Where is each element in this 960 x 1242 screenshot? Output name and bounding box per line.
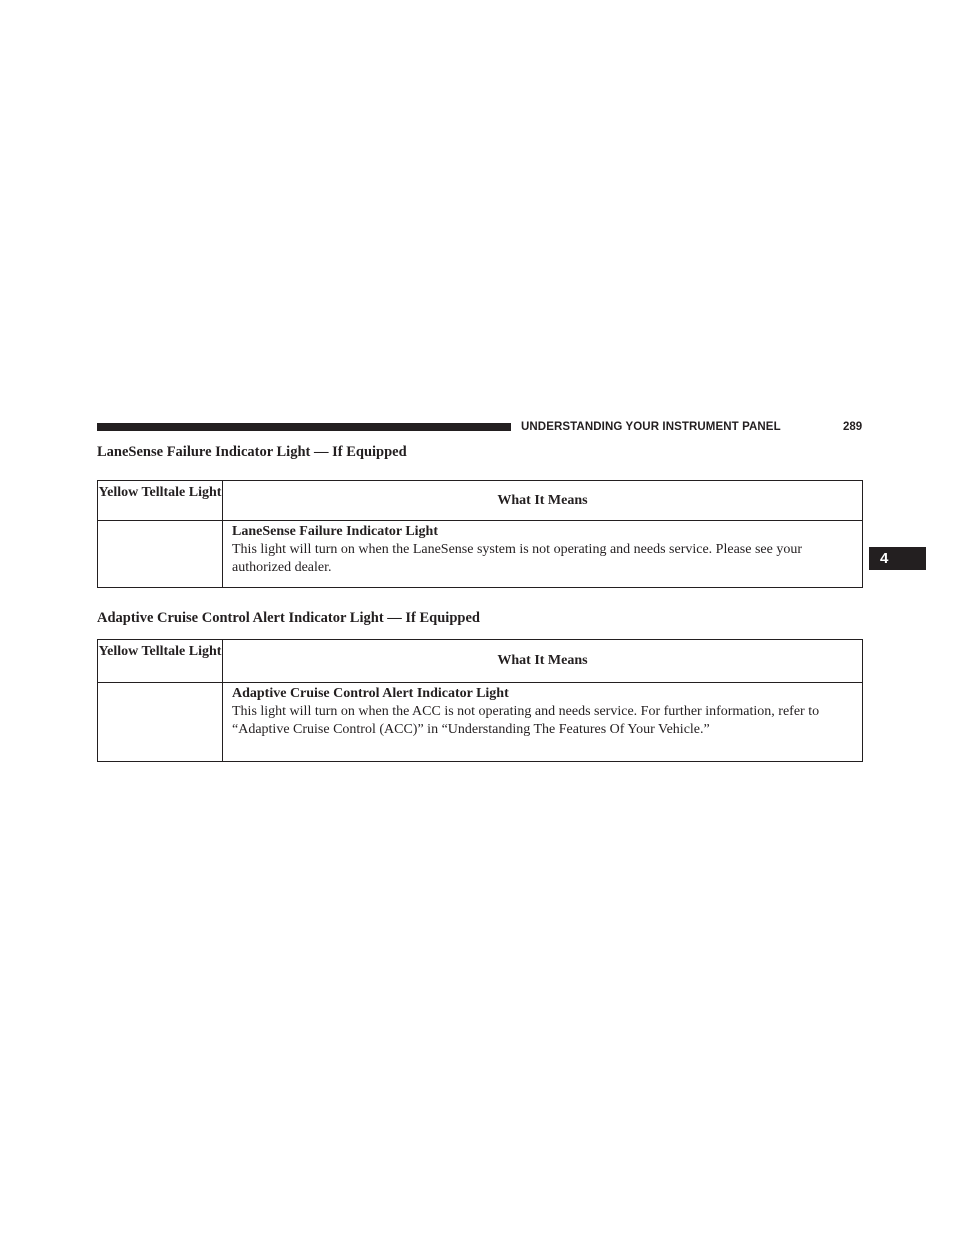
header-rule-bar xyxy=(97,423,511,431)
telltale-icon-cell xyxy=(98,521,223,588)
page-number: 289 xyxy=(843,421,863,433)
lanesense-table xyxy=(97,480,863,588)
col-header-telltale: Yellow Telltale Light xyxy=(98,481,223,521)
table-header-row xyxy=(98,640,863,683)
table-header-row xyxy=(98,481,863,521)
indicator-name: LaneSense Failure Indicator Light xyxy=(232,524,439,539)
running-header-title: UNDERSTANDING YOUR INSTRUMENT PANEL xyxy=(521,421,781,433)
table-row xyxy=(98,683,863,762)
indicator-description: This light will turn on when the LaneSense system is not operating and needs service. Please see your authorized dealer. xyxy=(232,542,802,575)
section-heading-lanesense: LaneSense Failure Indicator Light — If Equipped xyxy=(97,444,407,460)
meaning-cell xyxy=(223,683,863,762)
section-heading-acc: Adaptive Cruise Control Alert Indicator Light — If Equipped xyxy=(97,610,480,626)
indicator-description: This light will turn on when the ACC is not operating and needs service. For further information, refer to “Adaptive Cruise Control (ACC)” in “Understanding The Features Of Your Vehicle.” xyxy=(232,704,820,737)
table-row xyxy=(98,521,863,588)
chapter-tab xyxy=(869,547,926,570)
col-header-meaning: What It Means xyxy=(223,481,863,521)
col-header-telltale: Yellow Telltale Light xyxy=(98,640,223,683)
chapter-tab-label: 4 xyxy=(880,550,889,567)
meaning-cell xyxy=(223,521,863,588)
telltale-icon-cell xyxy=(98,683,223,762)
indicator-name: Adaptive Cruise Control Alert Indicator Light xyxy=(232,686,509,701)
col-header-meaning: What It Means xyxy=(223,640,863,683)
acc-table xyxy=(97,639,863,762)
